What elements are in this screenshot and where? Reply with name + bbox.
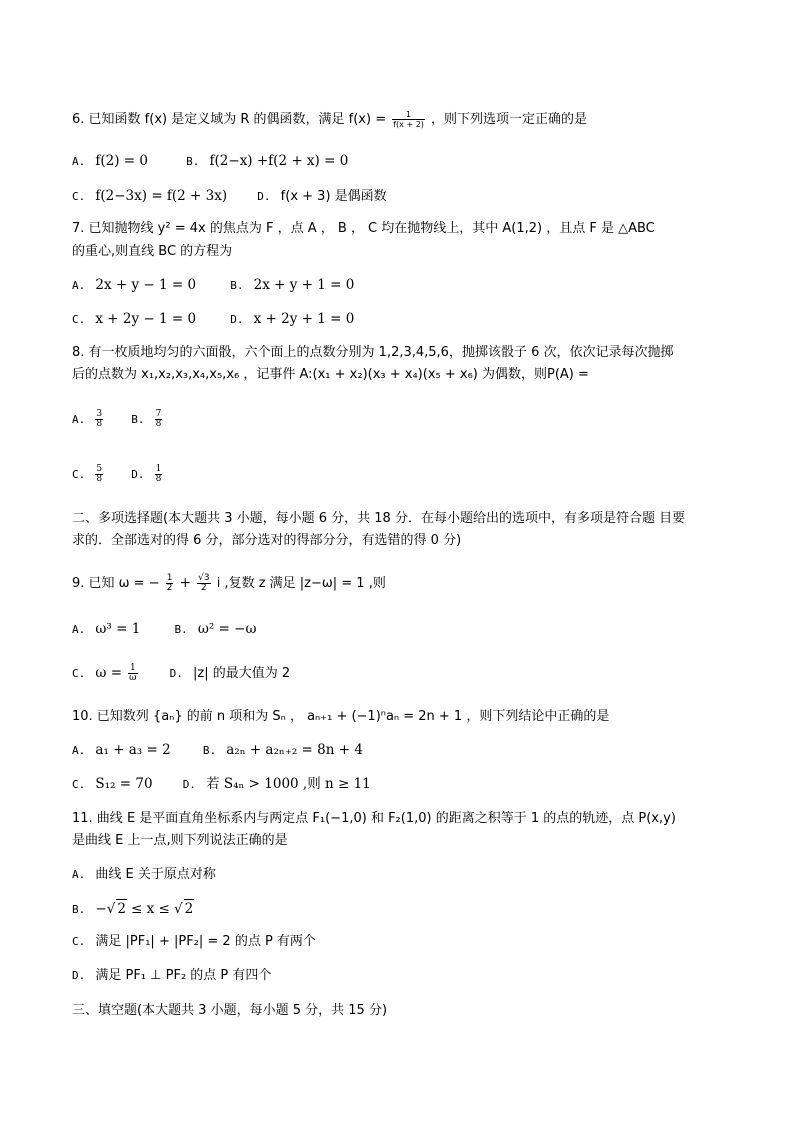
q9-plus: + xyxy=(179,575,191,591)
q9-opt-d: |z| 的最大值为 2 xyxy=(193,666,291,681)
q7-opt-d-label: D. xyxy=(230,313,244,326)
q11-option-c xyxy=(72,933,316,951)
q8-opt-b-num: 7 xyxy=(155,409,162,419)
q10-opt-a: a₁ + a₃ = 2 xyxy=(95,742,171,758)
q6-opt-c-label: C. xyxy=(72,190,86,203)
q9-frac2 xyxy=(197,574,210,593)
q11-opt-b-label: B. xyxy=(72,903,86,916)
q8-opt-a-label: A. xyxy=(72,413,86,426)
q6-opt-d-label: D. xyxy=(257,190,271,203)
q9-frac1-den: 2 xyxy=(166,583,173,593)
q9-opt-d-label: D. xyxy=(169,667,183,680)
q6-opt-a: f(2) = 0 xyxy=(95,153,148,169)
q7-opt-a: 2x + y − 1 = 0 xyxy=(95,277,197,293)
q7-opt-a-label: A. xyxy=(72,279,86,292)
q6-opt-b: f(2−x) +f(2 + x) = 0 xyxy=(209,153,349,169)
q11-opt-a: 曲线 E 关于原点对称 xyxy=(95,867,216,882)
q7-stem-line2: 的重心,则直线 BC 的方程为 xyxy=(72,244,233,259)
q9-opt-c-a: ω = xyxy=(95,665,123,681)
q6-frac-num: 1 xyxy=(392,110,425,120)
q6-options-row1 xyxy=(72,152,348,171)
q9-opt-a: ω³ = 1 xyxy=(95,621,141,637)
q8-opt-a-den: 8 xyxy=(96,419,103,429)
q8-opt-b-den: 8 xyxy=(155,419,162,429)
q11-stem-line2: 是曲线 E 上一点,则下列说法正确的是 xyxy=(72,833,288,848)
q6-options-row2 xyxy=(72,187,387,206)
q6-opt-c: f(2−3x) = f(2 + 3x) xyxy=(95,188,228,204)
q9-frac2-den: 2 xyxy=(200,583,207,593)
q10-stem: 10. 已知数列 {aₙ} 的前 n 项和为 Sₙ ， aₙ₊₁ + (−1)ⁿaₙ = 2n + 1 ，则下列结论中正确的是 xyxy=(72,709,610,724)
q6-fraction xyxy=(392,110,425,129)
q11-opt-c: 满足 |PF₁| + |PF₂| = 2 的点 P 有两个 xyxy=(95,934,316,949)
q11-opt-b-root1: 2 xyxy=(117,901,126,917)
q11-stem-line1: 11. 曲线 E 是平面直角坐标系内与两定点 F₁(−1,0) 和 F₂(1,0) 的距离之积等于 1 的点的轨迹，点 P(x,y) xyxy=(72,811,676,826)
q7-opt-c: x + 2y − 1 = 0 xyxy=(95,311,197,327)
q7-stem-line1: 7. 已知抛物线 y² = 4x 的焦点为 F ，点 A ， B ， C 均在抛物线上，其中 A(1,2) ，且点 F 是 △ABC xyxy=(72,221,655,236)
q9-opt-c-num: 1 xyxy=(129,663,136,673)
q11-opt-d: 满足 PF₁ ⊥ PF₂ 的点 P 有四个 xyxy=(95,968,272,983)
q8-opt-c-den: 8 xyxy=(96,474,103,484)
q8-opt-c-label: C. xyxy=(72,468,86,481)
q7-opt-b: 2x + y + 1 = 0 xyxy=(253,277,355,293)
q10-opt-b: a₂ₙ + a₂ₙ₊₂ = 8n + 4 xyxy=(226,742,363,758)
sqrt-icon: √ xyxy=(106,901,116,917)
q6-opt-a-label: A. xyxy=(72,155,86,168)
q8-opt-d-frac xyxy=(155,465,163,484)
q11-option-d xyxy=(72,967,271,985)
q9-stem-b: i ,复数 z 满足 |z−ω| = 1 ,则 xyxy=(216,576,386,591)
q11-opt-d-label: D. xyxy=(72,969,86,982)
section2-heading-line2: 求的．全部选对的得 6 分，部分选对的得部分分，有选错的得 0 分) xyxy=(72,533,462,548)
q9-frac2-num: √3 xyxy=(198,573,210,583)
q9-opt-c-den: ω xyxy=(129,673,137,683)
q8-opt-b-frac xyxy=(155,410,163,429)
q6-frac-den: f(x + 2) xyxy=(393,120,424,129)
q10-opt-d: 若 S₄ₙ > 1000 ,则 n ≥ 11 xyxy=(206,776,371,792)
q11-opt-b-root2: 2 xyxy=(184,901,194,917)
q9-opt-c-frac xyxy=(128,664,137,683)
q8-options-row1 xyxy=(72,410,164,429)
q8-opt-d-den: 8 xyxy=(155,474,162,484)
section2-heading-line1: 二、多项选择题(本大题共 3 小题，每小题 6 分，共 18 分．在每小题给出的选项中，有多项是符合题 目要 xyxy=(72,511,686,526)
q10-opt-d-label: D. xyxy=(182,778,196,791)
q9-frac1 xyxy=(166,574,174,593)
q9-options-row2 xyxy=(72,664,290,683)
q6-stem xyxy=(72,110,587,129)
q8-opt-b-label: B. xyxy=(131,413,145,426)
q8-opt-a-frac xyxy=(95,410,103,429)
q6-stem-b: ，则下列选项一定正确的是 xyxy=(431,112,588,127)
q7-opt-d: x + 2y + 1 = 0 xyxy=(253,311,355,327)
q9-opt-c-label: C. xyxy=(72,667,86,680)
q8-opt-d-label: D. xyxy=(131,468,145,481)
q10-opt-c-label: C. xyxy=(72,778,86,791)
q10-opt-c: S₁₂ = 70 xyxy=(95,776,153,792)
q10-opt-b-label: B. xyxy=(202,744,217,757)
q8-opt-c-frac xyxy=(95,465,103,484)
q11-option-a xyxy=(72,866,216,884)
q10-opt-a-label: A. xyxy=(72,744,86,757)
q9-opt-a-label: A. xyxy=(72,623,86,636)
q7-options-row2 xyxy=(72,310,354,329)
q8-opt-d-num: 1 xyxy=(155,464,162,474)
q7-opt-b-label: B. xyxy=(230,279,244,292)
sqrt-icon: √ xyxy=(174,901,183,917)
q9-stem xyxy=(72,574,386,593)
q6-stem-a: 6. 已知函数 f(x) 是定义域为 R 的偶函数，满足 f(x) = xyxy=(72,112,387,127)
section3-heading: 三、填空题(本大题共 3 小题，每小题 5 分，共 15 分) xyxy=(72,1003,388,1018)
q8-stem-line1: 8. 有一枚质地均匀的六面骰，六个面上的点数分别为 1,2,3,4,5,6，抛掷该骰子 6 次，依次记录每次抛掷 xyxy=(72,345,674,360)
q8-opt-a-num: 3 xyxy=(96,409,103,419)
q11-opt-b-minus: − xyxy=(95,901,107,917)
q9-opt-b-label: B. xyxy=(174,623,188,636)
q11-opt-b-mid: ≤ x ≤ xyxy=(131,901,170,917)
q11-option-b xyxy=(72,899,194,919)
q6-opt-d: f(x + 3) 是偶函数 xyxy=(280,189,387,204)
q10-options-row1 xyxy=(72,741,363,760)
q8-stem-line2: 后的点数为 x₁,x₂,x₃,x₄,x₅,x₆ ，记事件 A:(x₁ + x₂)(x₃ + x₄)(x₅ + x₆) 为偶数，则P(A) = xyxy=(72,367,589,382)
q11-opt-c-label: C. xyxy=(72,935,86,948)
q6-opt-b-label: B. xyxy=(186,155,200,168)
q7-opt-c-label: C. xyxy=(72,313,86,326)
q9-opt-b: ω² = −ω xyxy=(197,621,257,637)
q7-options-row1 xyxy=(72,276,354,295)
q9-frac1-num: 1 xyxy=(166,573,173,583)
q8-options-row2 xyxy=(72,465,164,484)
q8-opt-c-num: 5 xyxy=(96,464,103,474)
q9-stem-a: 9. 已知 ω = − xyxy=(72,576,160,591)
q10-options-row2 xyxy=(72,775,371,794)
q11-opt-a-label: A. xyxy=(72,868,86,881)
q9-options-row1 xyxy=(72,620,256,639)
